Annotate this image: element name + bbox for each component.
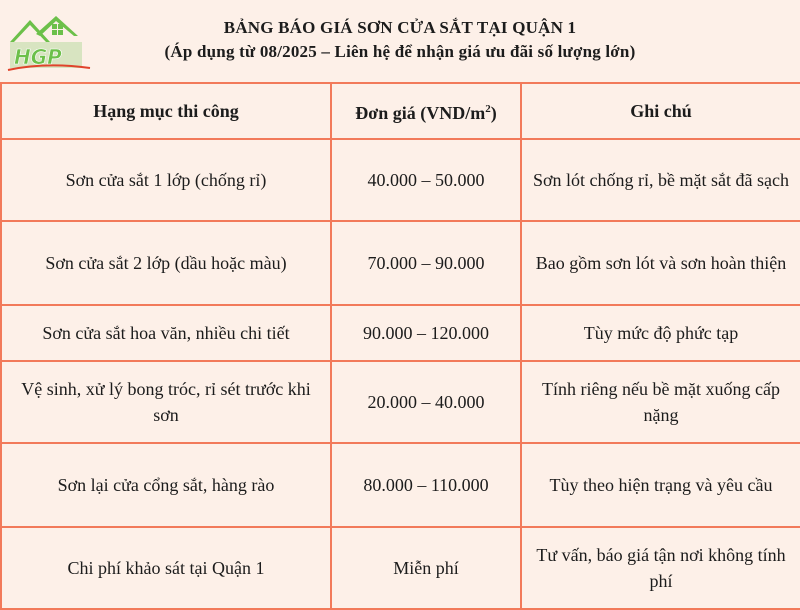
cell-price: Miễn phí xyxy=(331,527,521,609)
table-row xyxy=(1,361,800,443)
header xyxy=(0,0,800,82)
header-note: Ghi chú xyxy=(521,83,800,139)
header-item: Hạng mục thi công xyxy=(1,83,331,139)
cell-note: Sơn lót chống rỉ, bề mặt sắt đã sạch xyxy=(521,139,800,221)
cell-note: Tính riêng nếu bề mặt xuống cấp nặng xyxy=(521,361,800,443)
cell-item: Sơn lại cửa cổng sắt, hàng rào xyxy=(1,443,331,527)
price-table xyxy=(0,82,800,610)
table-row xyxy=(1,139,800,221)
table-row xyxy=(1,443,800,527)
cell-item: Sơn cửa sắt hoa văn, nhiều chi tiết xyxy=(1,305,331,361)
cell-price: 70.000 – 90.000 xyxy=(331,221,521,305)
cell-item: Vệ sinh, xử lý bong tróc, rỉ sét trước khi sơn xyxy=(1,361,331,443)
header-price-suffix: ) xyxy=(490,103,497,123)
table-header-row xyxy=(1,83,800,139)
cell-price: 20.000 – 40.000 xyxy=(331,361,521,443)
cell-note: Tư vấn, báo giá tận nơi không tính phí xyxy=(521,527,800,609)
table-row xyxy=(1,305,800,361)
cell-note: Tùy mức độ phức tạp xyxy=(521,305,800,361)
cell-item: Sơn cửa sắt 1 lớp (chống rỉ) xyxy=(1,139,331,221)
cell-item: Chi phí khảo sát tại Quận 1 xyxy=(1,527,331,609)
table-row xyxy=(1,221,800,305)
page-subtitle: (Áp dụng từ 08/2025 – Liên hệ để nhận giá ưu đãi số lượng lớn) xyxy=(164,42,636,61)
table-row xyxy=(1,527,800,609)
page-title: BẢNG BÁO GIÁ SƠN CỬA SẮT TẠI QUẬN 1 xyxy=(223,18,577,37)
header-price-text: Đơn giá (VND/m xyxy=(355,103,486,123)
cell-price: 40.000 – 50.000 xyxy=(331,139,521,221)
cell-note: Tùy theo hiện trạng và yêu cầu xyxy=(521,443,800,527)
header-price-sup: 2 xyxy=(485,103,491,115)
cell-price: 80.000 – 110.000 xyxy=(331,443,521,527)
cell-price: 90.000 – 120.000 xyxy=(331,305,521,361)
header-price xyxy=(331,83,521,139)
cell-item: Sơn cửa sắt 2 lớp (dầu hoặc màu) xyxy=(1,221,331,305)
logo-text: HGP xyxy=(14,45,62,69)
cell-note: Bao gồm sơn lót và sơn hoàn thiện xyxy=(521,221,800,305)
